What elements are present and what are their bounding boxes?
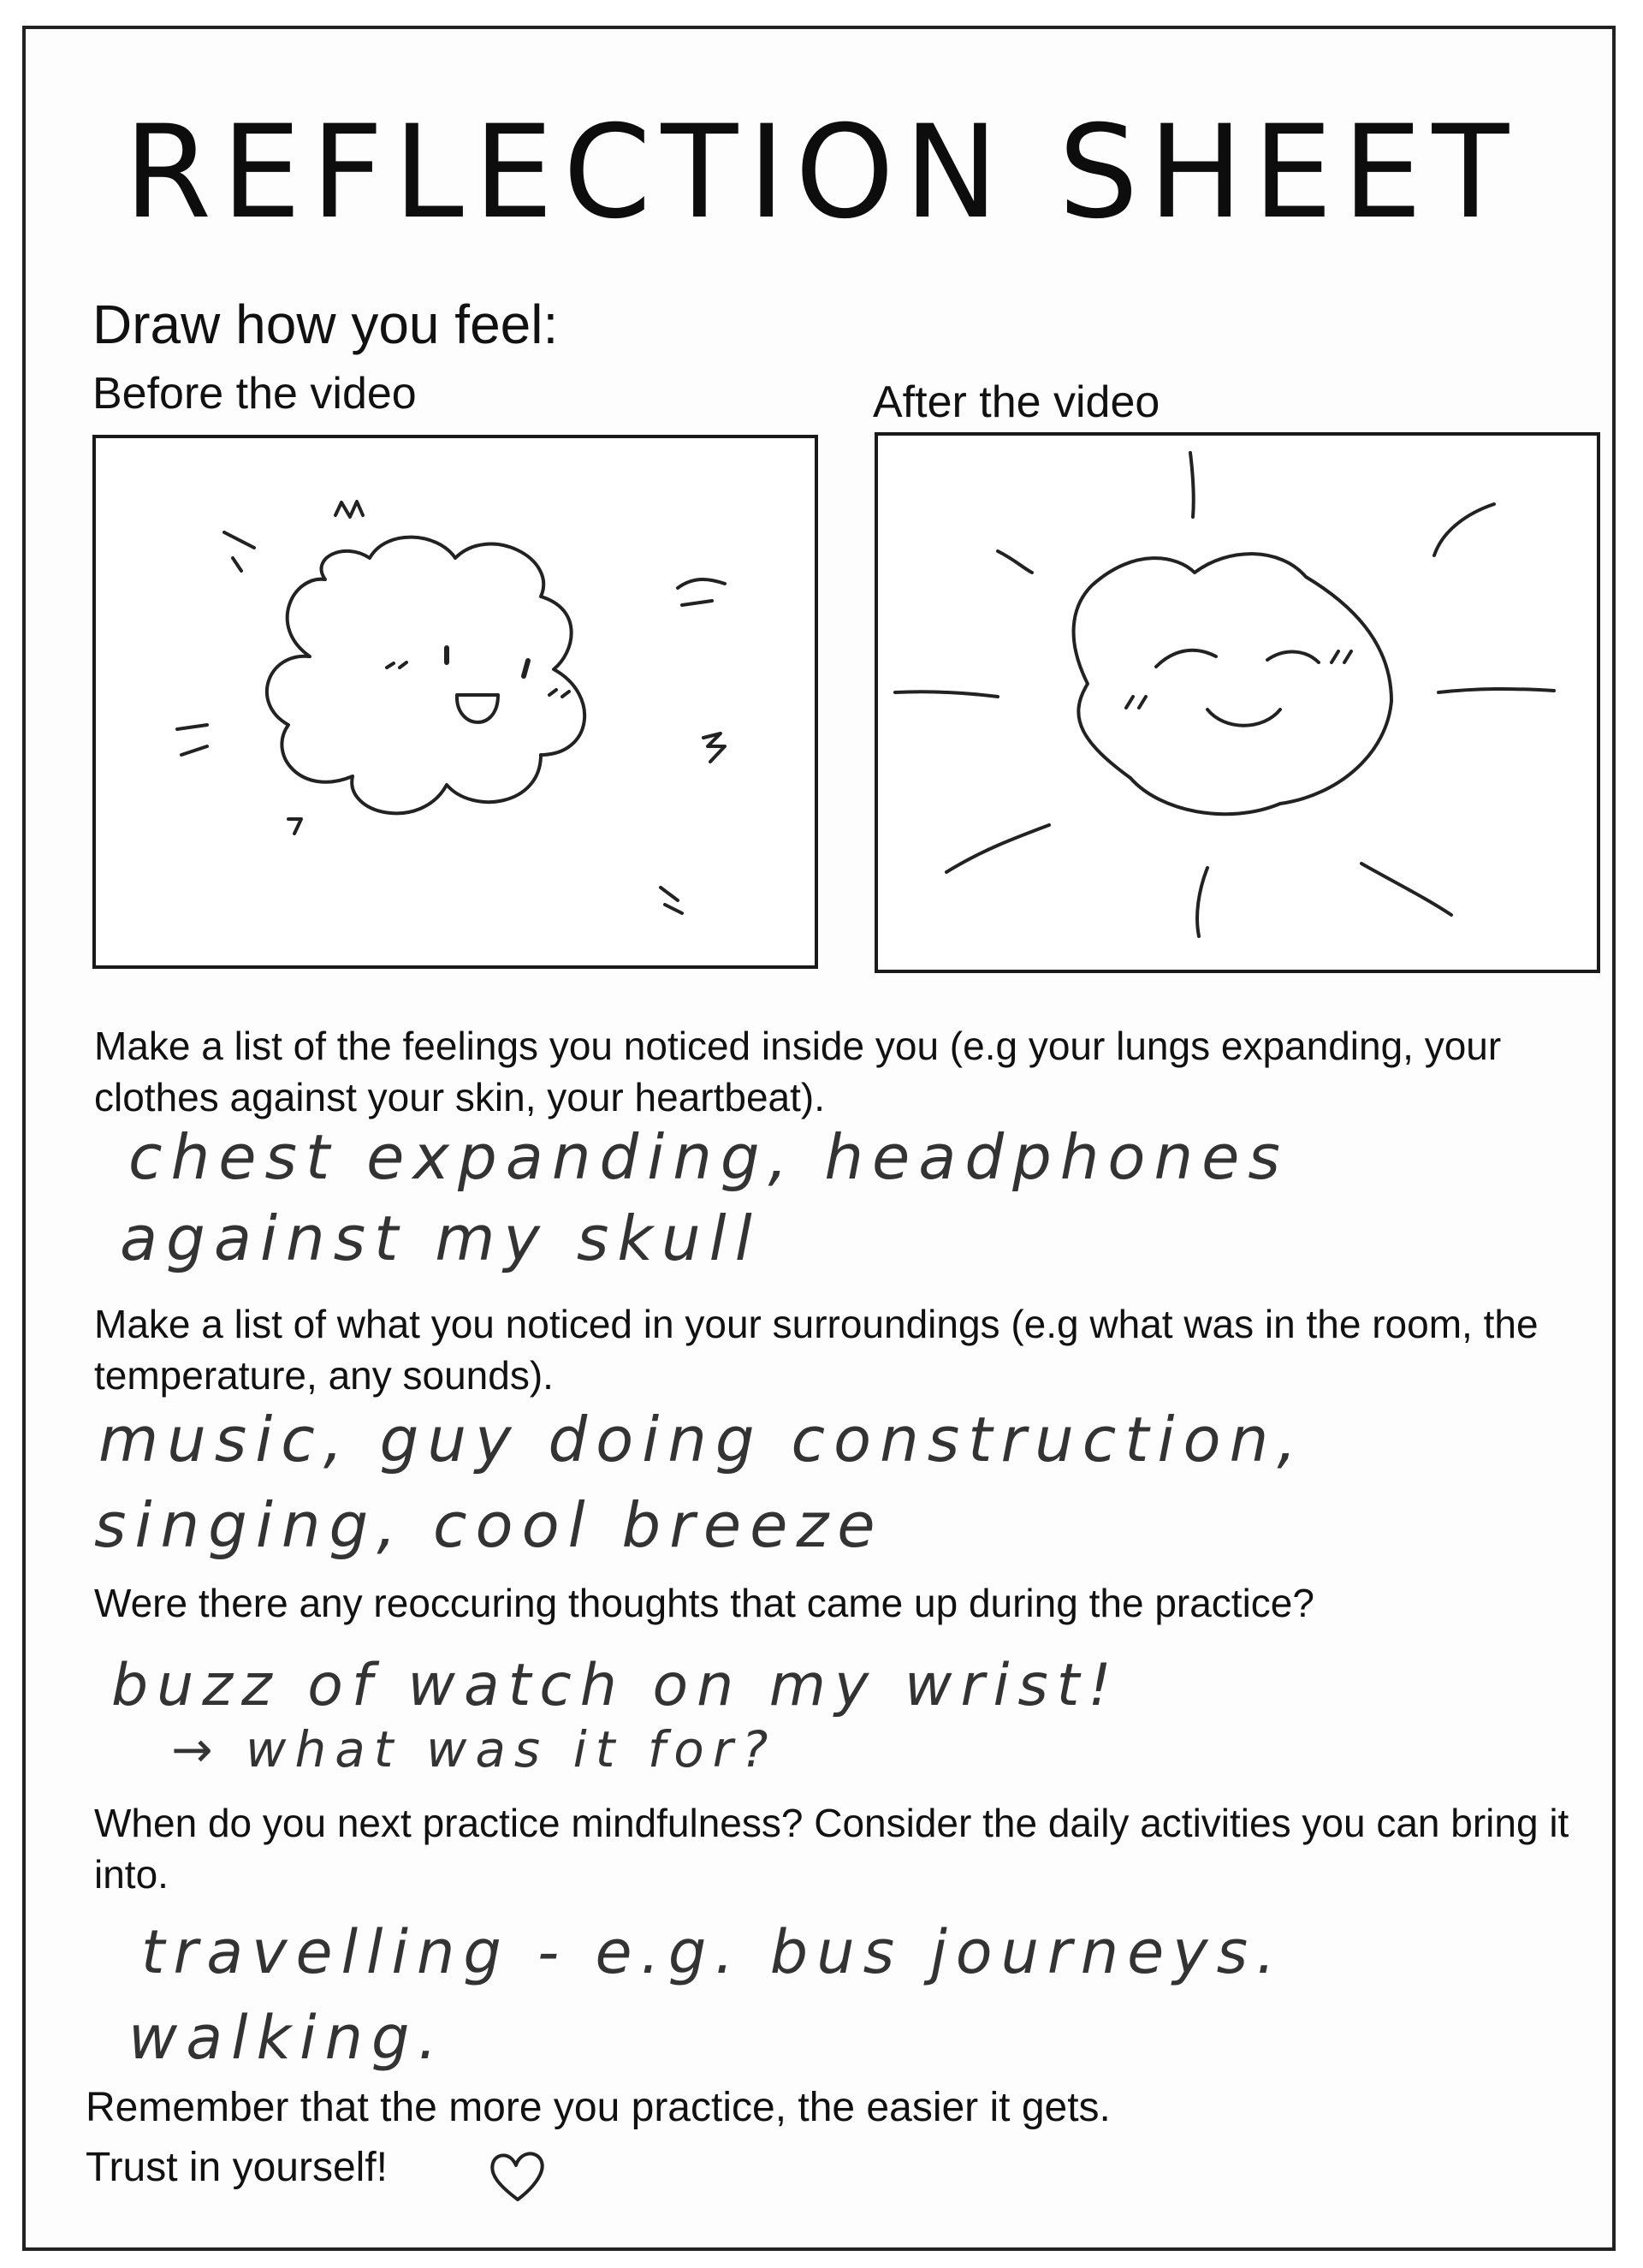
answer-surroundings-line-1[interactable]: music, guy doing construction, [98,1404,1306,1475]
heart-doodle-icon [483,2148,552,2208]
page-title: REFLECTION SHEET [123,98,1520,247]
excited-blob-face-icon [96,438,815,965]
answer-feelings-line-2[interactable]: against my skull [120,1202,761,1274]
before-drawing-box[interactable] [92,435,818,969]
after-drawing-box[interactable] [875,432,1600,973]
draw-heading: Draw how you feel: [92,294,559,355]
answer-next-practice-line-2[interactable]: walking. [128,2003,446,2073]
answer-next-practice-line-1[interactable]: travelling - e.g. bus journeys. [141,1917,1284,1987]
closing-trust: Trust in yourself! [86,2145,388,2190]
answer-feelings-line-1[interactable]: chest expanding, headphones [128,1121,1289,1193]
question-thoughts: Were there any reoccuring thoughts that came up during the practice? [94,1581,1314,1625]
question-feelings: Make a list of the feelings you noticed inside you (e.g your lungs expanding, your clothes against your skin, your heartbeat). [94,1024,1502,1119]
before-video-label: Before the video [92,369,417,419]
question-surroundings: Make a list of what you noticed in your surroundings (e.g what was in the room, the temperature, any sounds). [94,1302,1539,1398]
answer-thoughts-line-1[interactable]: buzz of watch on my wrist! [111,1652,1120,1719]
question-next-practice: When do you next practice mindfulness? Consider the daily activities you can bring it into. [94,1801,1569,1897]
answer-thoughts-line-2[interactable]: → what was it for? [171,1720,777,1778]
answer-surroundings-line-2[interactable]: singing, cool breeze [94,1489,884,1561]
after-video-label: After the video [873,377,1160,427]
calm-sun-face-icon [878,436,1597,970]
closing-remember: Remember that the more you practice, the easier it gets. [86,2085,1111,2130]
